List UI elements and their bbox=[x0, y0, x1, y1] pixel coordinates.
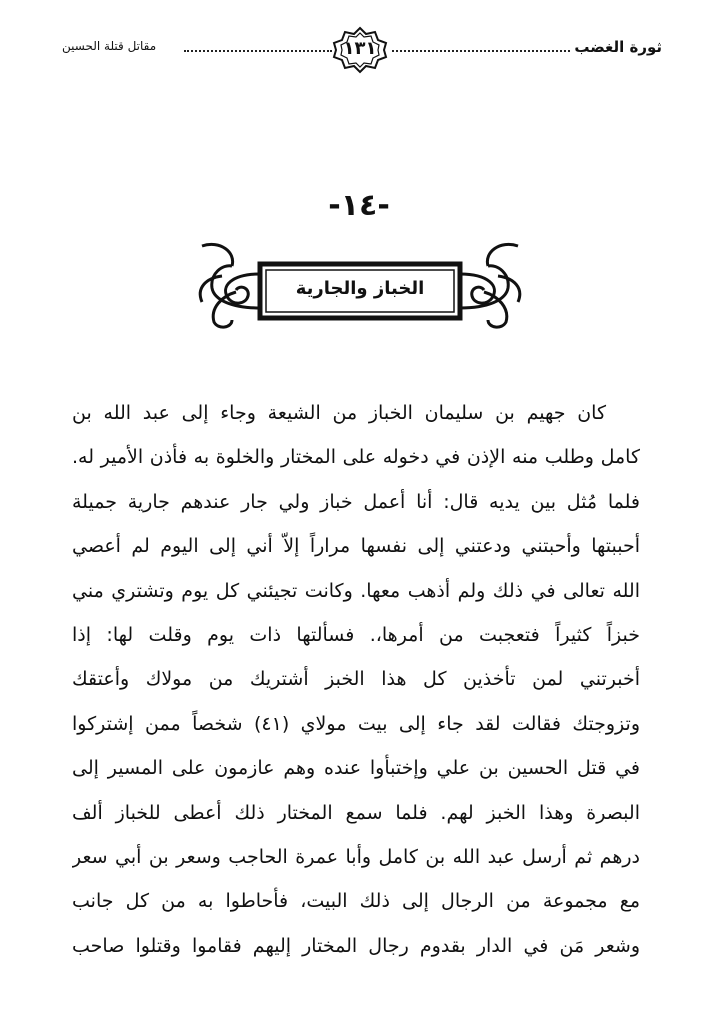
text-line: درهم ثم أرسل عبد الله بن كامل وأبا عمرة الحاجب وسعر بن أبي سعر bbox=[72, 845, 640, 868]
chapter-title-frame bbox=[188, 234, 532, 334]
book-title: ثورة الغضب bbox=[574, 38, 662, 56]
header-dots-right bbox=[392, 50, 570, 52]
chapter-title: الخباز والجارية bbox=[295, 278, 425, 299]
page-header bbox=[62, 26, 662, 74]
text-line: فلما مُثل بين يديه قال: أنا أعمل خباز ولي جار عندهم جارية جميلة bbox=[72, 490, 640, 513]
page-number-badge bbox=[328, 26, 392, 74]
body-text bbox=[72, 398, 640, 975]
text-line: أحببتها وأحبتني ودعتني إلى نفسها مراراً إلاّ أني إلى اليوم لم أعصي bbox=[72, 535, 640, 558]
text-line: كامل وطلب منه الإذن في دخوله على المختار والخلوة به فأذن الأمير له. bbox=[72, 446, 640, 469]
section-title: مقاتل قتلة الحسين bbox=[62, 39, 157, 53]
text-line: أخبرتني لمن تأخذين كل هذا الخبز أشتريك من مولاك وأعتقك bbox=[72, 668, 640, 691]
chapter-number: -١٤- bbox=[328, 188, 390, 223]
text-line: في قتل الحسين بن علي وإختبأوا عنده وهم عازمون على المسير إلى bbox=[72, 757, 640, 780]
text-line: كان جهيم بن سليمان الخباز من الشيعة وجاء إلى عبد الله بن bbox=[72, 402, 606, 424]
text-line: وتزوجتك فقالت لقد جاء إلى بيت مولاي (٤١) شخصاً ممن إشتركوا bbox=[72, 712, 640, 735]
text-line: وشعر مَن في الدار بقدوم رجال المختار إليهم فقاموا وقتلوا صاحب bbox=[72, 934, 640, 957]
text-line: خبزاً كثيراً فتعجبت من أمرها،. فسألتها ذات يوم وقلت لها: إذا bbox=[72, 623, 640, 646]
page-number: ١٣١ bbox=[343, 38, 377, 59]
header-dots-left bbox=[184, 50, 332, 52]
text-line: الله تعالى في ذلك ولم أذهب معها. وكانت تجيئني كل يوم وتشتري مني bbox=[72, 579, 640, 602]
text-line: مع مجموعة من الرجال إلى ذلك البيت، فأحاطوا به من كل جانب bbox=[72, 890, 640, 913]
text-line: البصرة وهذا الخبز لهم. فلما سمع المختار ذلك أعطى للخباز ألف bbox=[72, 801, 640, 824]
